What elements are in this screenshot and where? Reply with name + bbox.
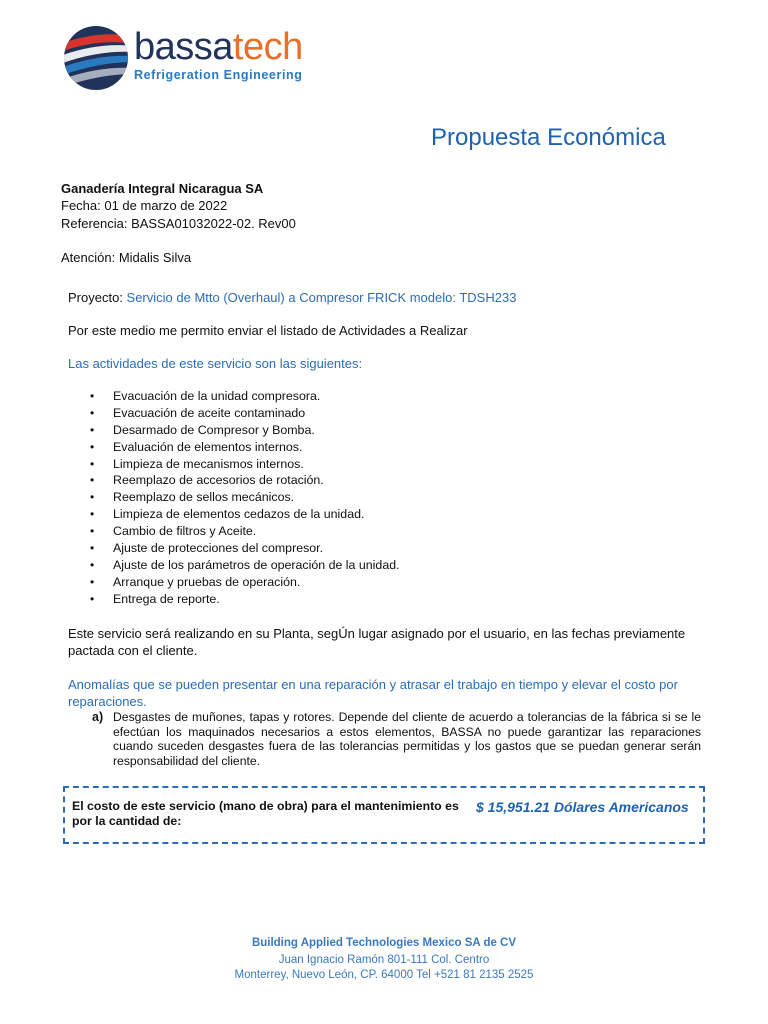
anomalies-heading: Anomalías que se pueden presentar en una reparación y atrasar el trabajo en tiempo y elevar el costo por reparaciones.: [68, 677, 678, 709]
list-item: • Ajuste de protecciones del compresor.: [90, 540, 400, 557]
intro-paragraph: Por este medio me permito enviar el listado de Actividades a Realizar: [68, 323, 468, 338]
logo-tagline: Refrigeration Engineering: [134, 68, 303, 82]
logo-globe-icon: [58, 22, 138, 92]
footer-address: Juan Ignacio Ramón 801-111 Col. Centro: [278, 954, 490, 966]
list-item: • Arranque y pruebas de operación.: [90, 574, 400, 591]
list-item: • Evacuación de la unidad compresora.: [90, 388, 400, 405]
service-paragraph: Este servicio será realizando en su Planta, segÚn lugar asignado por el usuario, en las fechas previamente pactada con el cliente.: [68, 626, 686, 658]
project-line: [68, 290, 516, 305]
anomaly-item-label: a): [92, 710, 104, 724]
list-item: • Reemplazo de sellos mecánicos.: [90, 489, 400, 506]
list-item: • Evaluación de elementos internos.: [90, 439, 400, 456]
project-label: Proyecto:: [68, 290, 127, 305]
date-line: Fecha: 01 de marzo de 2022: [61, 198, 228, 213]
document-title: Propuesta Económica: [431, 124, 666, 151]
list-item: • Reemplazo de accesorios de rotación.: [90, 472, 400, 489]
project-value: Servicio de Mtto (Overhaul) a Compresor FRICK modelo: TDSH233: [126, 290, 517, 305]
logo-word-bassa: bassa: [134, 26, 233, 68]
list-item: • Limpieza de elementos cedazos de la unidad.: [90, 506, 400, 523]
cost-value: $ 15,951.21 Dólares Americanos: [476, 799, 689, 815]
logo-word-tech: tech: [232, 26, 303, 68]
list-item: • Limpieza de mecanismos internos.: [90, 456, 400, 473]
anomaly-item-text: Desgastes de muñones, tapas y rotores. Depende del cliente de acuerdo a tolerancias de la fábrica si se le efectúan los maquinados necesarios a estos elementos, BASSA no puede garantizar las reparaciones cuando suceden desgastes fuera de las tolerancias permitidas y los gastos que se puedan generar serán responsabilidad del cliente.: [113, 710, 701, 768]
list-item: • Ajuste de los parámetros de operación de la unidad.: [90, 557, 400, 574]
reference-line: Referencia: BASSA01032022-02. Rev00: [61, 216, 296, 231]
list-item: • Cambio de filtros y Aceite.: [90, 523, 400, 540]
attention-line: Atención: Midalis Silva: [61, 250, 192, 265]
activities-list: [90, 388, 400, 608]
activities-heading: Las actividades de este servicio son las siguientes:: [68, 356, 363, 371]
cost-label: El costo de este servicio (mano de obra) para el mantenimiento es por la cantidad de:: [72, 799, 459, 828]
footer-company: Building Applied Technologies Mexico SA de CV: [251, 937, 517, 949]
logo-wordmark: [134, 28, 303, 66]
list-item: • Entrega de reporte.: [90, 591, 400, 608]
client-name: Ganadería Integral Nicaragua SA: [61, 181, 264, 196]
footer-city: Monterrey, Nuevo León, CP. 64000 Tel +521 81 2135 2525: [234, 969, 534, 981]
list-item: • Evacuación de aceite contaminado: [90, 405, 400, 422]
list-item: • Desarmado de Compresor y Bomba.: [90, 422, 400, 439]
